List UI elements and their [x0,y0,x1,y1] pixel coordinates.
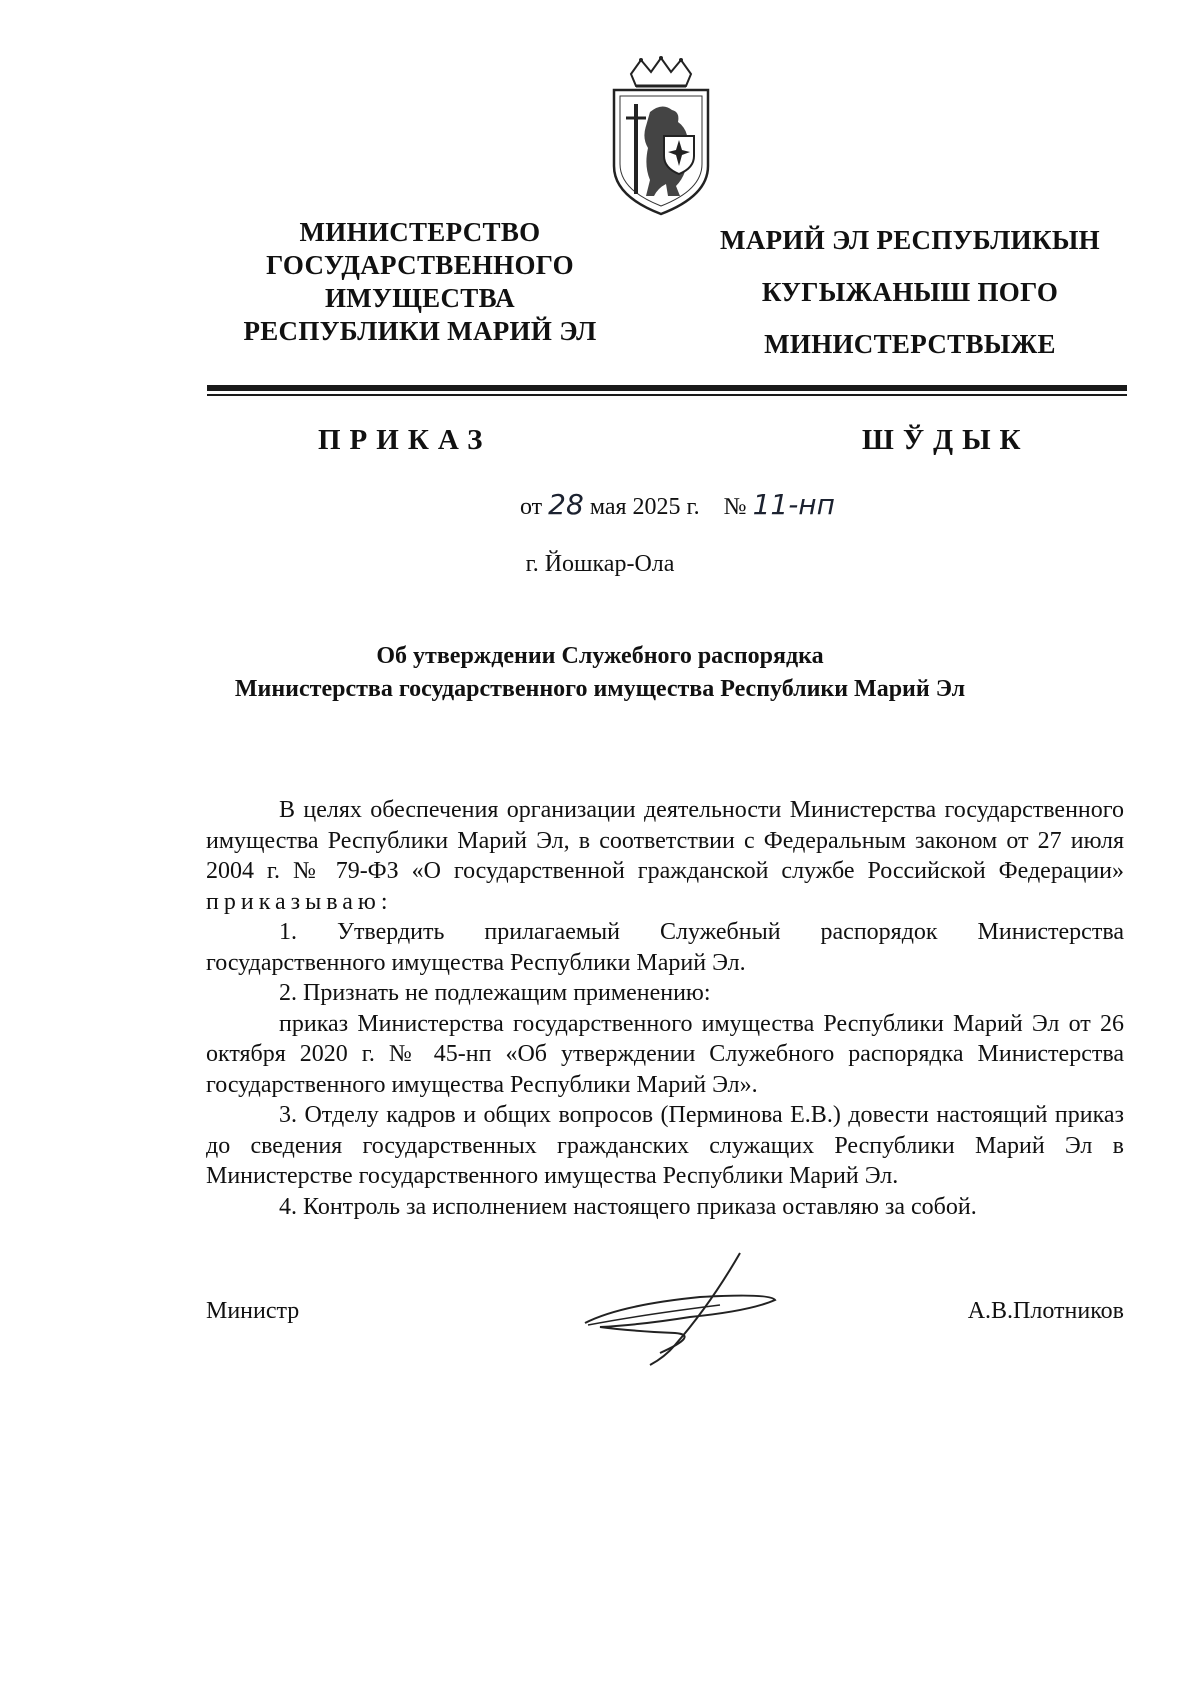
signatory-role: Министр [206,1298,300,1324]
item-paragraph: приказ Министерства государственного имущества Республики Марий Эл от 26 октября 2020 г. № 45-нп «Об утверждении Служебного распорядка Министерства государственного имущества Республики Марий Эл». [206,1010,1124,1098]
order-dateline [520,488,835,521]
item-paragraph: 4. Контроль за исполнением настоящего приказа оставляю за собой. [279,1193,977,1220]
document-title-line: Об утверждении Служебного распорядка [376,643,824,669]
coat-of-arms-icon [606,56,716,216]
order-label-mari: ШЎДЫК [862,424,1030,456]
ministry-name-mari [690,214,1130,370]
handwritten-signature [580,1245,790,1370]
signatory-name: А.В.Плотников [967,1298,1124,1324]
header-divider-thin [207,394,1127,396]
preamble-text: В целях обеспечения организации деятельности Министерства государственного имущества Республики Марий Эл, в соответствии с Федеральным законом от 27 июля 2004 г. № 79-ФЗ «О государственной гражданской службе Российской Федерации» [206,797,1124,884]
header-divider-thick [207,385,1127,391]
ministry-name-line: КУГЫЖАНЫШ ПОГО [761,277,1059,307]
item-paragraph: 2. Признать не подлежащим применению: [279,980,711,1006]
item-paragraph: 3. Отделу кадров и общих вопросов (Перминова Е.В.) довести настоящий приказ до сведения государственных гражданских служащих Республики Марий Эл в Министерстве государственного имущества Республики Марий Эл. [206,1102,1124,1189]
ministry-name-line: ИМУЩЕСТВА [325,283,515,313]
preamble-verb: приказываю: [206,888,393,915]
ministry-name-line: МИНИСТЕРСТВО [299,217,541,247]
preamble-paragraph [206,795,1124,917]
item-paragraph: 1. Утвердить прилагаемый Служебный распорядок Министерства государственного имущества Республики Марий Эл. [206,919,1124,976]
date-day-handwritten: 28 [548,488,584,521]
ministry-name-line: ГОСУДАРСТВЕННОГО [266,250,574,280]
city: г. Йошкар-Ола [525,551,675,577]
ministry-name-russian [220,216,620,348]
document-title [0,640,1200,706]
document-title-line: Министерства государственного имущества Республики Марий Эл [234,676,966,702]
date-month-year: мая 2025 г. [589,494,700,520]
order-number-handwritten: 11-нп [752,488,835,521]
order-label-russian: ПРИКАЗ [318,424,492,456]
ministry-name-line: РЕСПУБЛИКИ МАРИЙ ЭЛ [243,316,597,346]
date-prefix: от [520,494,543,520]
document-body [206,795,1124,1222]
ministry-name-line: МИНИСТЕРСТВЫЖЕ [764,329,1056,359]
number-label: № [723,494,747,520]
ministry-name-line: МАРИЙ ЭЛ РЕСПУБЛИКЫН [720,225,1100,255]
